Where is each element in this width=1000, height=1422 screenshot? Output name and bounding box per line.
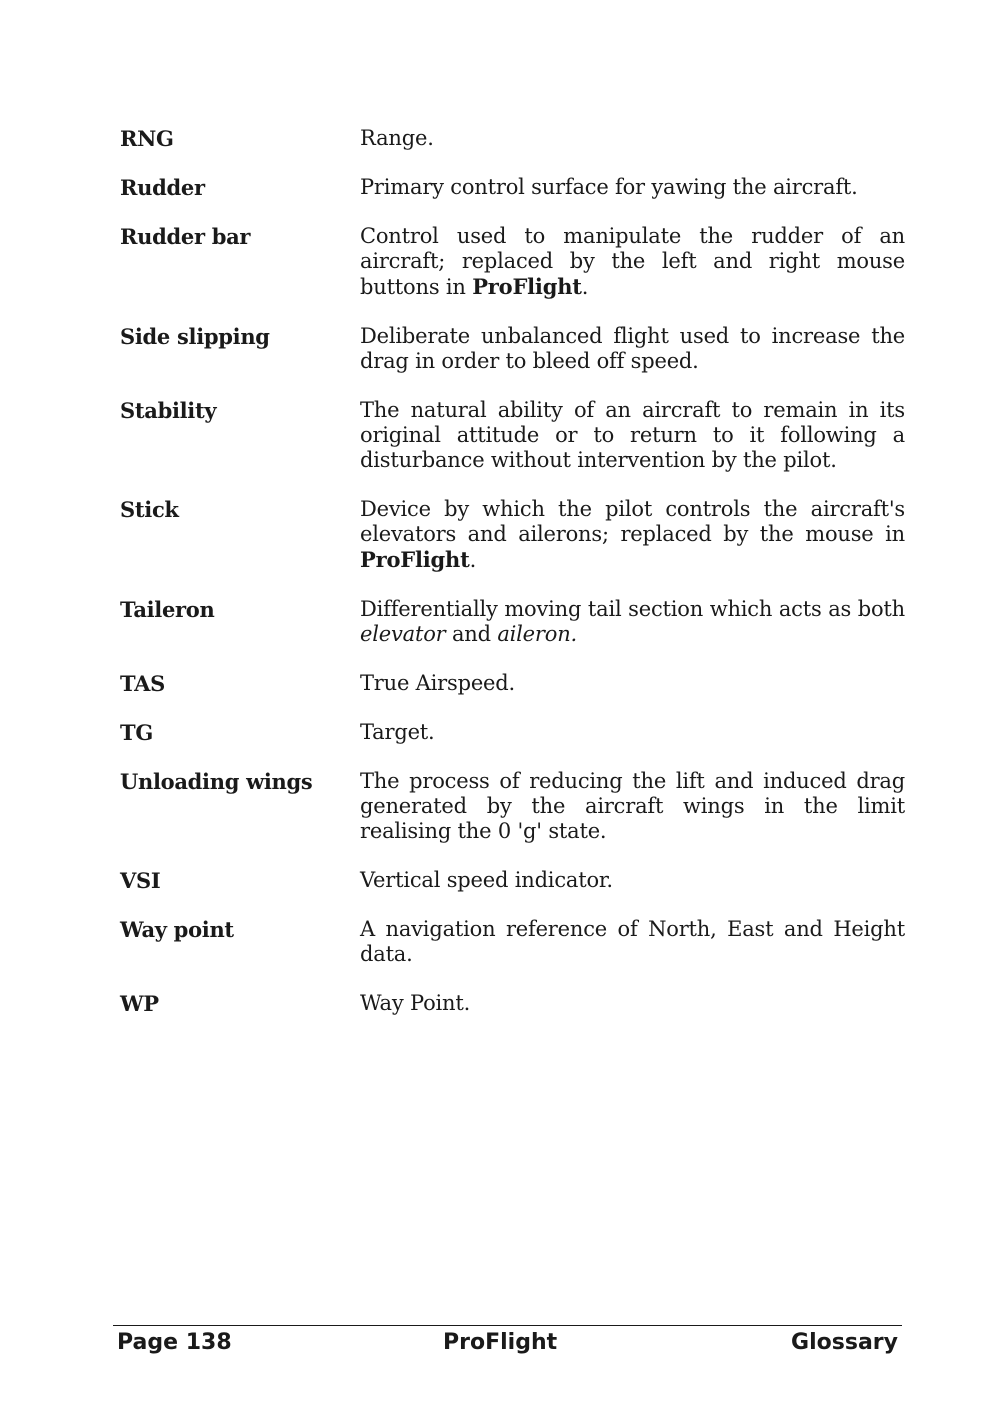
glossary-definition — [360, 175, 905, 200]
definition-text: Deliberate unbalanced flight used to increase the drag in order to bleed off speed. — [360, 324, 905, 373]
definition-text: and — [445, 622, 498, 646]
glossary-entry — [120, 917, 905, 967]
glossary-entry — [120, 991, 905, 1016]
glossary-entry — [120, 497, 905, 573]
glossary-term: Rudder bar — [120, 224, 251, 249]
definition-text: Primary control surface for yawing the aircraft. — [360, 175, 858, 199]
glossary-entry — [120, 720, 905, 745]
glossary-definition — [360, 224, 905, 300]
definition-text: Control used to manipulate the rudder of an aircraft; replaced by the left and right mouse buttons in — [360, 224, 905, 299]
glossary-list — [120, 126, 905, 1040]
definition-text: Target. — [360, 720, 435, 744]
glossary-term: Taileron — [120, 597, 215, 622]
glossary-term: TAS — [120, 671, 166, 696]
glossary-entry — [120, 597, 905, 647]
glossary-definition — [360, 991, 905, 1016]
glossary-definition — [360, 126, 905, 151]
footer-rule — [113, 1325, 902, 1326]
definition-text: aileron. — [497, 622, 577, 646]
glossary-entry — [120, 868, 905, 893]
glossary-term: RNG — [120, 126, 174, 151]
glossary-entry — [120, 175, 905, 200]
footer-page-number: Page 138 — [117, 1330, 232, 1355]
glossary-definition — [360, 324, 905, 374]
glossary-term: Rudder — [120, 175, 205, 200]
glossary-definition — [360, 597, 905, 647]
definition-text: . — [469, 548, 477, 572]
definition-text: ProFlight — [472, 274, 582, 299]
definition-text: Differentially moving tail section which acts as both — [360, 597, 905, 621]
definition-text: Range. — [360, 126, 434, 150]
glossary-term: Side slipping — [120, 324, 270, 349]
footer-section: Glossary — [791, 1330, 898, 1355]
glossary-definition — [360, 398, 905, 473]
glossary-entry — [120, 398, 905, 473]
glossary-entry — [120, 671, 905, 696]
glossary-entry — [120, 769, 905, 844]
definition-text: The process of reducing the lift and induced drag generated by the aircraft wings in the limit realising the 0 'g' state. — [360, 769, 905, 843]
definition-text: A navigation reference of North, East and Height data. — [360, 917, 905, 966]
glossary-entry — [120, 324, 905, 374]
definition-text: The natural ability of an aircraft to remain in its original attitude or to return to it following a disturbance without intervention by the pilot. — [360, 398, 905, 472]
definition-text: Way Point. — [360, 991, 471, 1015]
definition-text: Device by which the pilot controls the aircraft's elevators and ailerons; replaced by the mouse in — [360, 497, 905, 546]
glossary-definition — [360, 769, 905, 844]
glossary-definition — [360, 720, 905, 745]
definition-text: True Airspeed. — [360, 671, 515, 695]
definition-text: elevator — [360, 622, 446, 646]
glossary-term: Stick — [120, 497, 179, 522]
definition-text: Vertical speed indicator. — [360, 868, 613, 892]
glossary-definition — [360, 497, 905, 573]
glossary-entry — [120, 224, 905, 300]
glossary-definition — [360, 671, 905, 696]
glossary-entry — [120, 126, 905, 151]
glossary-term: VSI — [120, 868, 161, 893]
glossary-term: Way point — [120, 917, 234, 942]
glossary-term: Stability — [120, 398, 217, 423]
glossary-term: WP — [120, 991, 159, 1016]
page-footer — [117, 1329, 898, 1357]
glossary-term: TG — [120, 720, 153, 745]
glossary-definition — [360, 917, 905, 967]
footer-title: ProFlight — [443, 1330, 558, 1355]
definition-text: ProFlight — [360, 547, 470, 572]
glossary-term: Unloading wings — [120, 769, 313, 794]
glossary-definition — [360, 868, 905, 893]
definition-text: . — [581, 275, 589, 299]
